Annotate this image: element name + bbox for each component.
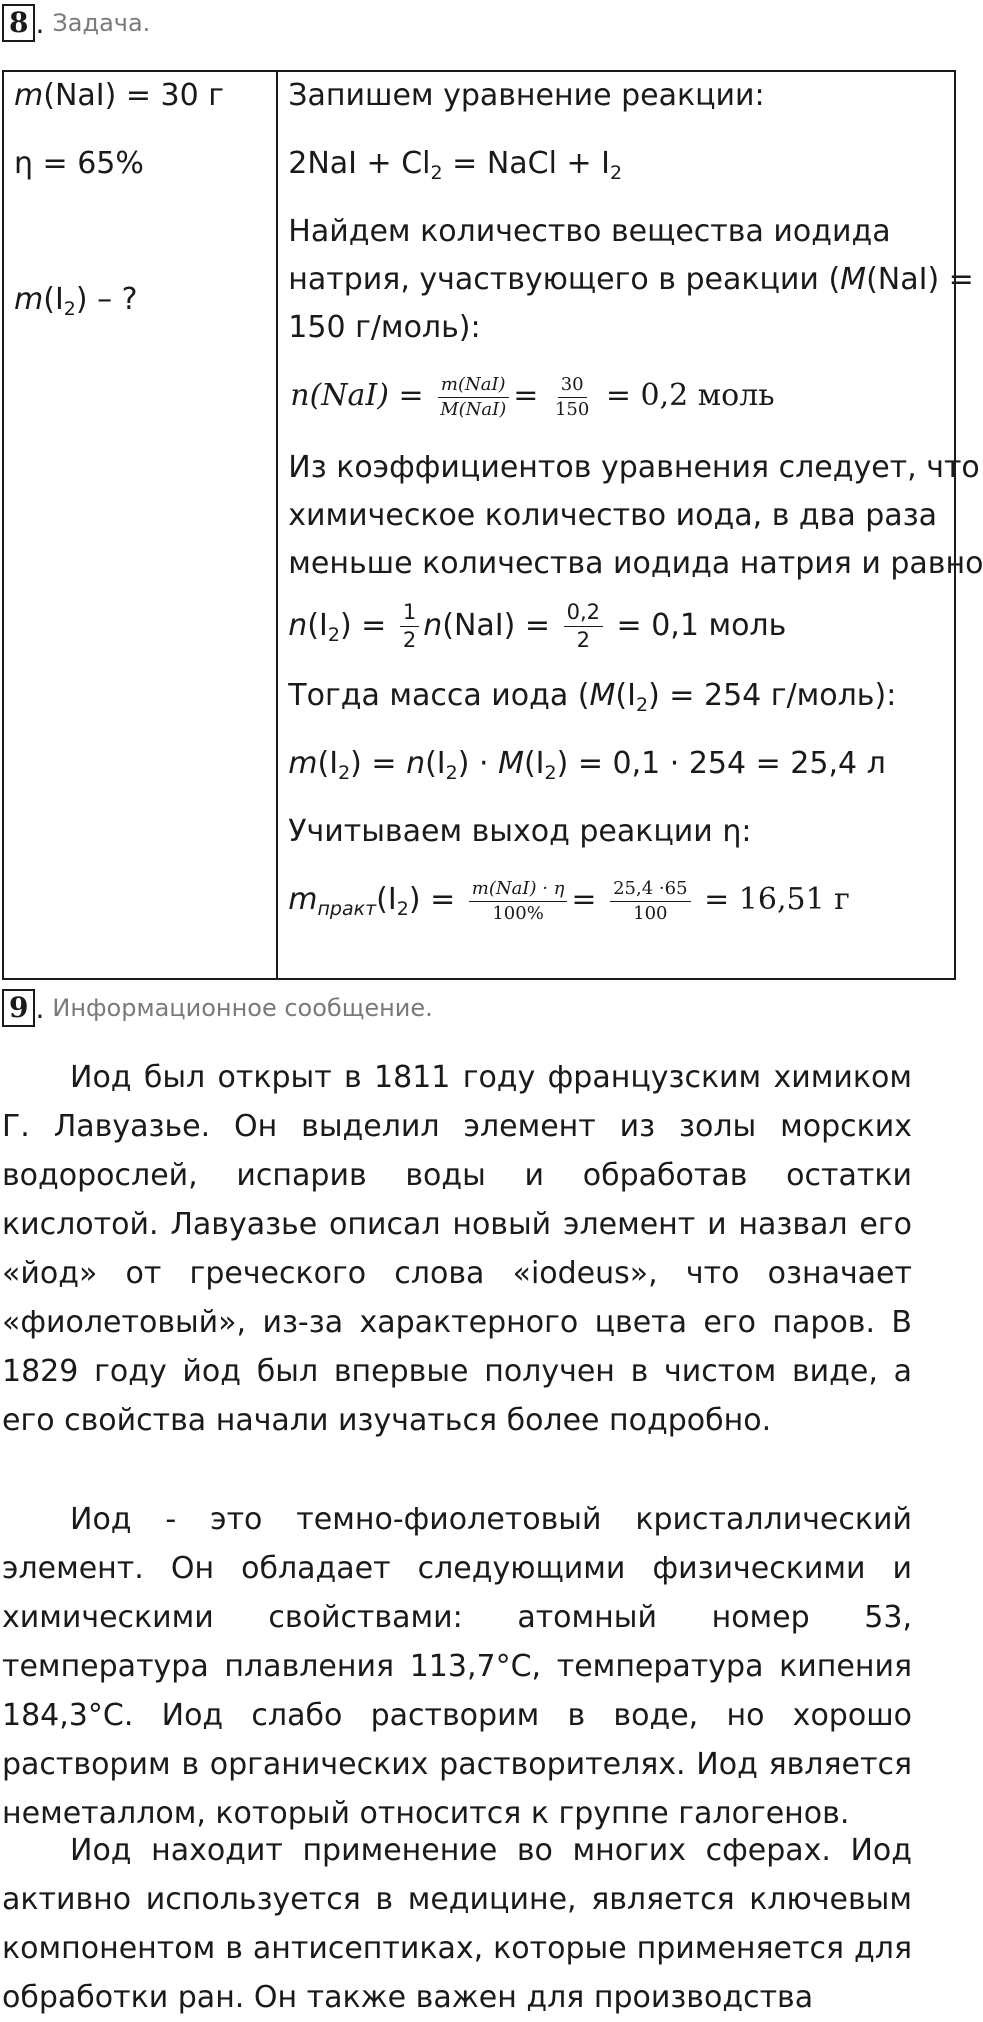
task8-header: 8 . Задача. [2,4,150,42]
sol-line-10: Тогда масса иода ($M(I_2) = 254$ г/моль): [288,678,897,716]
given-cell [3,71,277,979]
sol-line-5: 150 г/моль): [288,310,481,345]
solution-cell [277,71,983,979]
sol-line-6: Из коэффициентов уравнения следует, что [288,450,980,485]
reaction-equation: $2NaI + Cl_2$ = NaCl + $I_2$ [288,146,623,184]
sol-line-3: Найдем количество вещества иодида [288,214,891,249]
given-yield: η = 65% [14,146,144,181]
given-mass: m(NaI) = 30 г [14,78,224,113]
formula-m-i2: $m(I_2) = n(I_2) \cdot M(I_2) = 0,1 \cdot 254 = 25,4$ л [288,746,886,784]
formula-n-nai: n(NaI) = $\frac{\text{m(NaI)}}{\text{M(NaI)}}$ = $\frac{30}{150}$ = 0,2 моль [290,373,775,420]
formula-n-i2: $n(I_2)$ = $\frac{1}{2}$ n(NaI) = $\frac{0,2}{2}$ = 0,1 моль [288,600,787,652]
sol-line-12: Учитываем выход реакции η: [288,814,752,849]
task8-number: 8 [2,4,35,42]
task8-table [2,70,983,980]
find-line: $m(I_2)$ – ? [14,282,138,320]
sol-line-7: химическое количество иода, в два раза [288,498,938,533]
paragraph-2: Иод - это темно-фиолетовый кристаллический элемент. Он обладает следующими физическими и химическими свойствами: атомный номер 53, температура плавления 113,7°C, температура кипения 184,3°C. Иод слабо растворим в воде, но хорошо растворим в органических растворителях. Иод является неметаллом, который относится к группе галогенов. [2,1502,912,1831]
paragraph-1: Иод был открыт в 1811 году французским химиком Г. Лавуазье. Он выделил элемент из золы морских водорослей, испарив воды и обработав остатки кислотой. Лавуазье описал новый элемент и назвал его «йод» от греческого слова «iodeus», что означает «фиолетовый», из-за характерного цвета его паров. В 1829 году йод был впервые получен в чистом виде, а его свойства начали изучаться более подробно. [2,1060,912,1438]
task9-header: 9 . Информационное сообщение. [2,989,433,1027]
task9-number: 9 [2,989,35,1027]
sol-line-4: натрия, участвующего в реакции (M(NaI) = [288,262,974,297]
sol-line-1: Запишем уравнение реакции: [288,78,765,113]
task8-title: Задача. [52,9,151,37]
formula-m-pract: $m_{практ}(I_2)$ = $\frac{\text{m(NaI) · η}}{100\%}$ = $\frac{25,4 \cdot 65}{100}$ = 16,51 г [288,877,850,924]
sol-line-8: меньше количества иодида натрия и равно [288,546,983,581]
task9-title: Информационное сообщение. [52,994,433,1022]
paragraph-3: Иод находит применение во многих сферах. Иод активно используется в медицине, является ключевым компонентом в антисептиках, которые применяется для обработки ран. Он также важен для производства [2,1833,912,2015]
